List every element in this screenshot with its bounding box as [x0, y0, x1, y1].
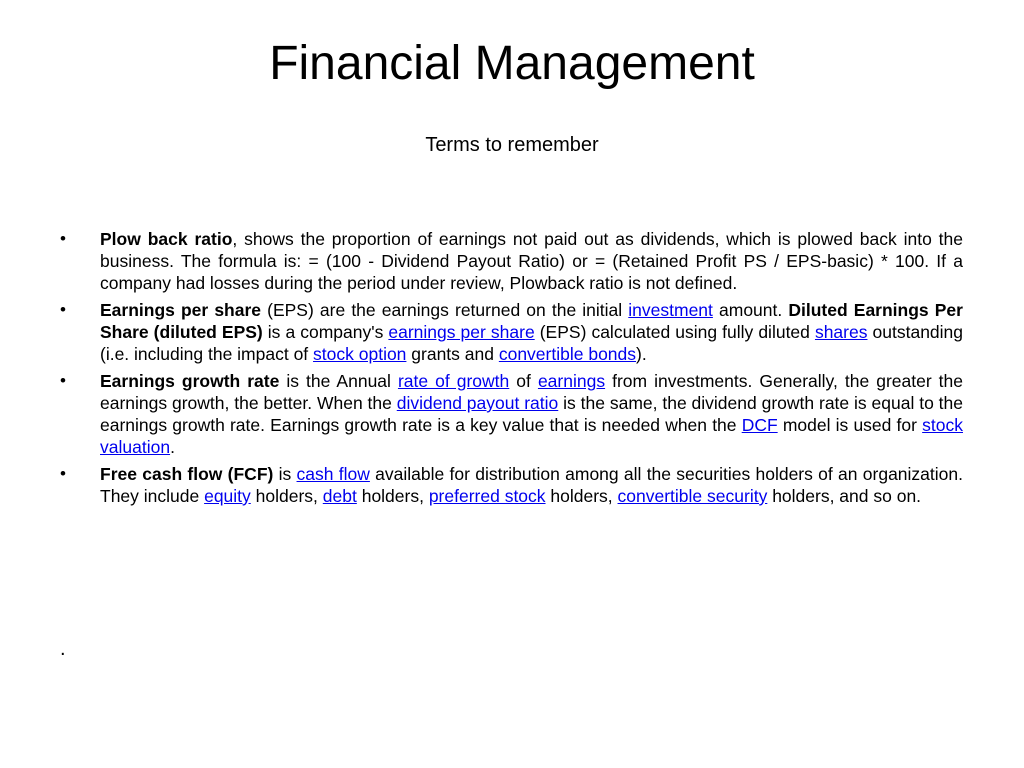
bullet-icon: •	[60, 300, 66, 319]
link-stock-valuation[interactable]: stock valuation	[100, 415, 963, 457]
link-convertible-security[interactable]: convertible security	[617, 486, 768, 506]
link-dcf[interactable]: DCF	[741, 415, 778, 435]
link-cash-flow[interactable]: cash flow	[296, 464, 370, 484]
link-investment[interactable]: investment	[628, 300, 713, 320]
item-text: .	[170, 437, 175, 457]
link-preferred-stock[interactable]: preferred stock	[428, 486, 546, 506]
term-earnings-growth-rate: Earnings growth rate	[100, 371, 280, 391]
bullet-icon: •	[60, 371, 66, 390]
trailing-dot: .	[60, 638, 66, 660]
link-rate-of-growth[interactable]: rate of growth	[397, 371, 510, 391]
link-equity[interactable]: equity	[204, 486, 251, 506]
item-text: , shows the proportion of earnings not paid out as dividends, which is plowed back into the business. The formula is: = (100 - Dividend Payout Ratio) or = (Retained Profit PS / EPS-basic) * 100. If a company had losses during the period under review, Plowback ratio is not defined.	[100, 229, 963, 293]
item-text: grants and	[406, 344, 499, 364]
item-text: is the same, the dividend growth rate is equal to the earnings growth rate. Earnings growth rate is a key value that is needed when the	[100, 393, 963, 435]
item-text: holders,	[356, 486, 429, 506]
link-debt[interactable]: debt	[322, 486, 357, 506]
term-plow-back-ratio: Plow back ratio	[100, 229, 233, 249]
item-text: is a company's	[262, 322, 389, 342]
link-stock-option[interactable]: stock option	[313, 344, 407, 364]
link-earnings[interactable]: earnings	[537, 371, 606, 391]
item-text: available for distribution among all the securities holders of an organization. They include	[100, 464, 963, 506]
bullet-icon: •	[60, 464, 66, 483]
list-item-free-cash-flow	[60, 463, 963, 507]
item-text: model is used for	[777, 415, 923, 435]
link-earnings-per-share[interactable]: earnings per share	[388, 322, 535, 342]
term-free-cash-flow: Free cash flow (FCF)	[100, 464, 274, 484]
link-dividend-payout-ratio[interactable]: dividend payout ratio	[396, 393, 559, 413]
item-text: amount.	[712, 300, 789, 320]
term-diluted-eps: Diluted Earnings Per Share (diluted EPS)	[100, 300, 963, 342]
item-text: of	[509, 371, 538, 391]
term-earnings-per-share: Earnings per share	[100, 300, 262, 320]
item-text: holders,	[250, 486, 323, 506]
slide-subtitle: Terms to remember	[425, 134, 599, 156]
item-text: outstanding (i.e. including the impact of	[100, 322, 964, 364]
item-text: holders, and so on.	[767, 486, 922, 506]
link-convertible-bonds[interactable]: convertible bonds	[498, 344, 637, 364]
bullet-icon: •	[60, 229, 66, 248]
item-text: from investments. Generally, the greater the earnings growth, the better. When the	[100, 371, 964, 413]
list-item-plow-back-ratio	[60, 228, 963, 294]
item-text: is the Annual	[279, 371, 398, 391]
item-text: is	[273, 464, 297, 484]
link-shares[interactable]: shares	[814, 322, 868, 342]
terms-list	[60, 228, 963, 512]
item-text: (EPS) calculated using fully diluted	[534, 322, 815, 342]
item-text: (EPS) are the earnings returned on the initial	[261, 300, 629, 320]
list-item-earnings-per-share	[60, 299, 963, 365]
slide-title: Financial Management	[269, 37, 755, 90]
item-text: holders,	[545, 486, 618, 506]
list-item-earnings-growth-rate	[60, 370, 963, 458]
item-text: ).	[636, 344, 647, 364]
